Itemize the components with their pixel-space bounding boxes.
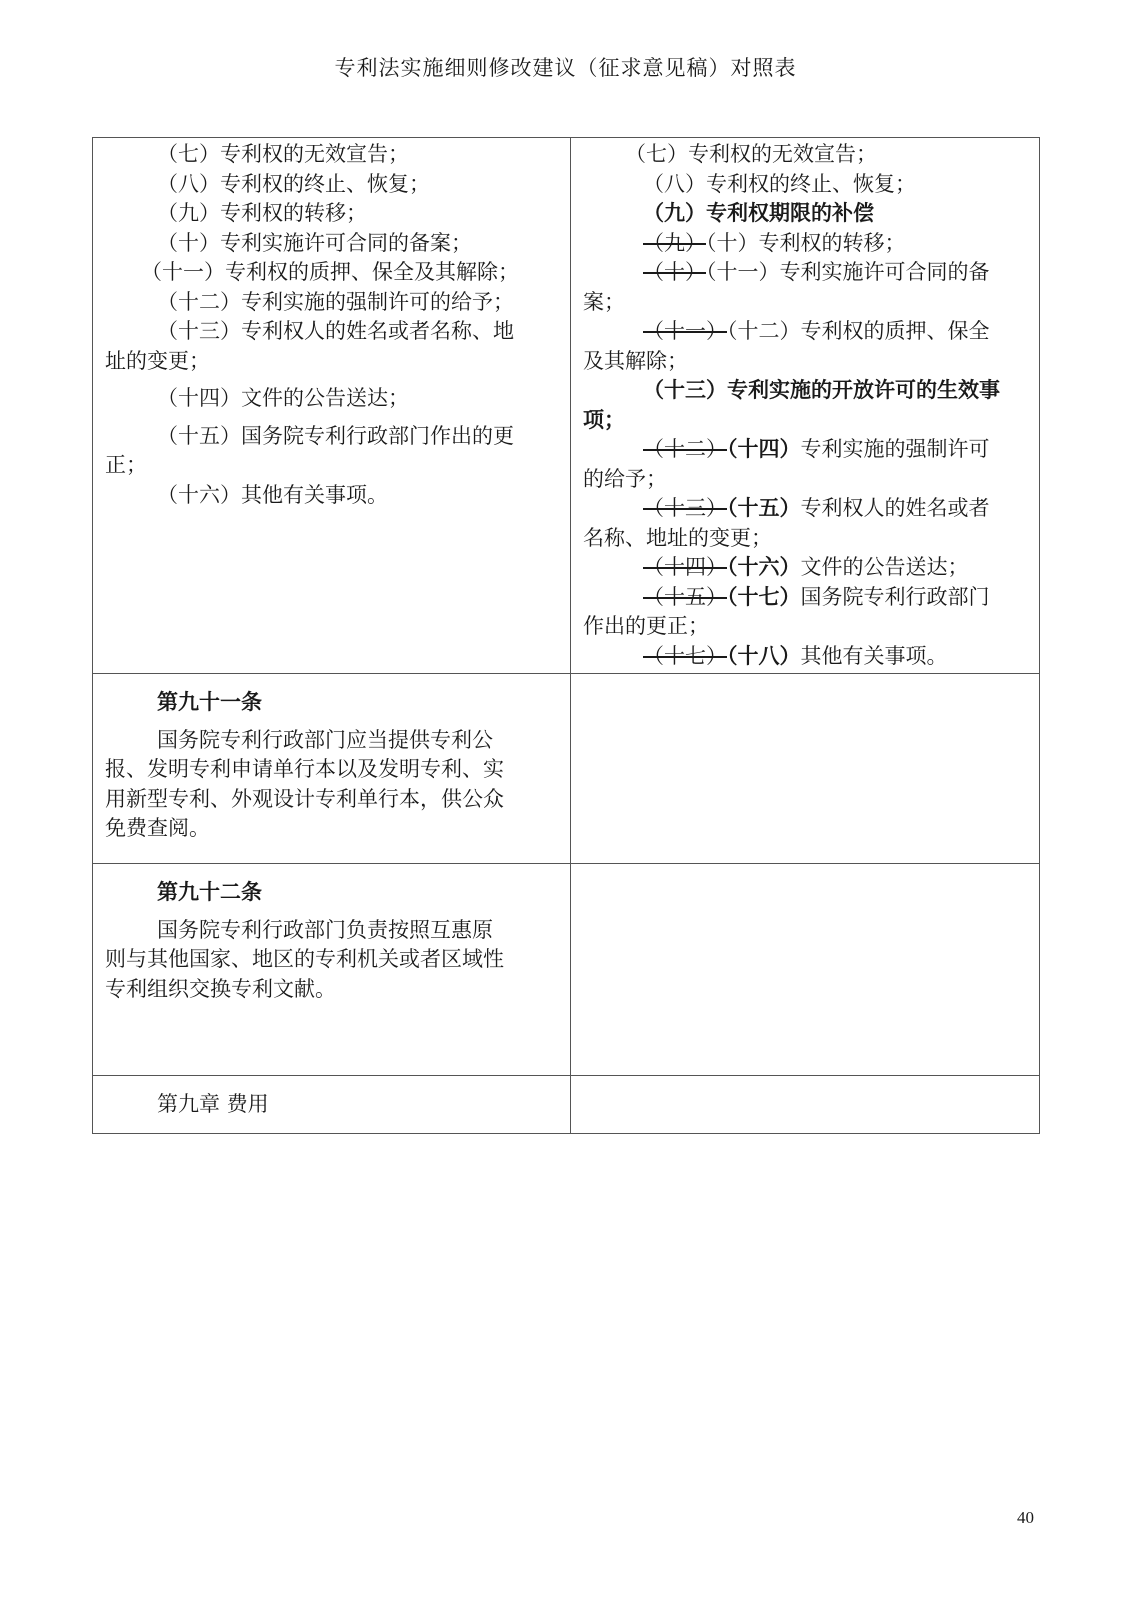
new-number: （十五） — [727, 496, 801, 520]
article-title: 第九十一条 — [157, 690, 262, 714]
list-item: （十七）（十八）其他有关事项。 — [643, 643, 948, 668]
list-item: 址的变更； — [105, 348, 210, 373]
deleted-number: （十） — [643, 260, 706, 284]
list-item: （十六）其他有关事项。 — [157, 482, 388, 507]
inserted-item: （九）专利权期限的补偿 — [643, 201, 874, 225]
new-number: （十八） — [727, 643, 801, 668]
new-number: （十七） — [727, 584, 801, 609]
list-item: （九）专利权的转移； — [157, 201, 367, 225]
list-item: （十三）（十五）专利权人的姓名或者 — [643, 496, 990, 520]
revised-text-cell — [571, 674, 1040, 864]
list-item: 的给予； — [583, 466, 667, 491]
table-row — [93, 864, 1040, 1076]
list-item: （十一）（十二）专利权的质押、保全 — [643, 319, 990, 343]
list-item: （八）专利权的终止、恢复； — [643, 171, 916, 196]
list-item: （十五）国务院专利行政部门作出的更 — [157, 423, 514, 448]
table-row — [93, 138, 1040, 674]
list-item: （九）（十）专利权的转移； — [643, 230, 906, 255]
paragraph-line: 专利组织交换专利文献。 — [105, 976, 336, 1001]
page-number: 40 — [1017, 1508, 1034, 1527]
paragraph-line: 报、发明专利申请单行本以及发明专利、实 — [105, 757, 504, 781]
list-item: （七）专利权的无效宣告； — [157, 142, 409, 166]
comparison-table — [92, 137, 1040, 1134]
revised-text-cell — [571, 864, 1040, 1076]
list-item: （十）（十一）专利实施许可合同的备 — [643, 260, 990, 284]
deleted-number: （十二） — [643, 437, 727, 461]
original-text-cell — [93, 1076, 571, 1134]
revised-text-cell — [571, 138, 1040, 674]
deleted-number: （十五） — [643, 584, 727, 609]
page-header: 专利法实施细则修改建议（征求意见稿）对照表 — [334, 56, 797, 80]
list-item: 及其解除； — [583, 348, 688, 373]
inserted-item: （十三）专利实施的开放许可的生效事 — [643, 378, 1000, 402]
list-item: （十二）（十四）专利实施的强制许可 — [643, 437, 990, 461]
deleted-number: （九） — [643, 230, 706, 255]
list-item: （八）专利权的终止、恢复； — [157, 171, 430, 196]
table-row — [93, 1076, 1040, 1134]
deleted-number: （十七） — [643, 643, 727, 668]
list-item: （十一）专利权的质押、保全及其解除； — [141, 260, 519, 284]
list-item: （十四）文件的公告送达； — [157, 386, 409, 410]
deleted-number: （十一） — [643, 319, 727, 343]
chapter-title: 第九章 费用 — [157, 1092, 269, 1116]
original-text-cell — [93, 138, 571, 674]
new-number: （十四） — [727, 437, 801, 461]
list-item: 案； — [583, 289, 625, 314]
inserted-item: 项； — [583, 407, 625, 432]
list-item: 名称、地址的变更； — [583, 525, 772, 550]
paragraph-line: 国务院专利行政部门应当提供专利公 — [157, 727, 493, 752]
paragraph-line: 用新型专利、外观设计专利单行本，供公众 — [105, 786, 504, 811]
article-title: 第九十二条 — [157, 880, 262, 904]
new-number: （十六） — [727, 555, 801, 579]
list-item: （十）专利实施许可合同的备案； — [157, 230, 472, 255]
list-item: （十二）专利实施的强制许可的给予； — [157, 289, 514, 314]
paragraph-line: 国务院专利行政部门负责按照互惠原 — [157, 917, 493, 942]
list-item: （十三）专利权人的姓名或者名称、地 — [157, 319, 514, 343]
list-item: （十五）（十七）国务院专利行政部门 — [643, 584, 990, 609]
original-text-cell — [93, 864, 571, 1076]
deleted-number: （十四） — [643, 555, 727, 579]
revised-text-cell — [571, 1076, 1040, 1134]
table-row — [93, 674, 1040, 864]
list-item: （七）专利权的无效宣告； — [625, 142, 877, 166]
paragraph-line: 则与其他国家、地区的专利机关或者区域性 — [105, 947, 504, 971]
list-item: 正； — [105, 453, 147, 477]
list-item: （十四）（十六）文件的公告送达； — [643, 555, 969, 579]
list-item: 作出的更正； — [583, 614, 709, 638]
paragraph-line: 免费查阅。 — [105, 816, 210, 840]
original-text-cell — [93, 674, 571, 864]
deleted-number: （十三） — [643, 496, 727, 520]
